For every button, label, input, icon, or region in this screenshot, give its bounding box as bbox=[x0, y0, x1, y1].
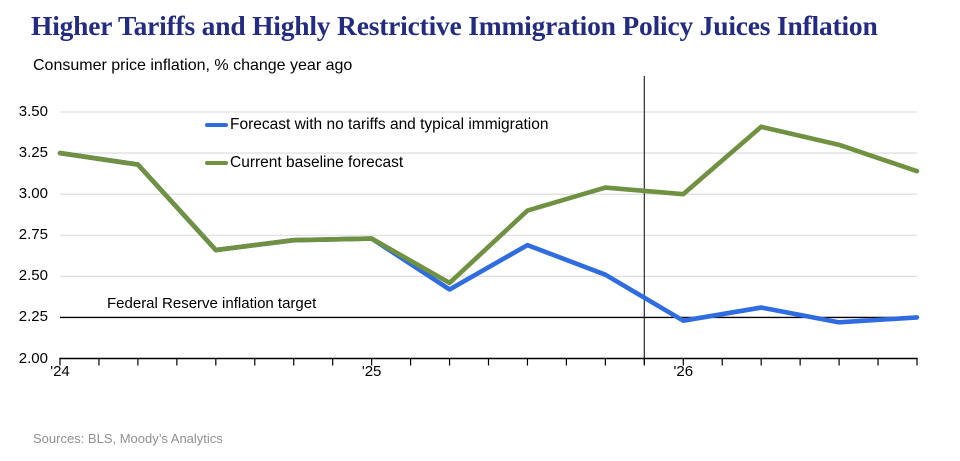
y-tick-label: 2.25 bbox=[18, 308, 48, 326]
chart-legend bbox=[205, 106, 548, 182]
x-tick-label: '25 bbox=[361, 363, 382, 380]
legend-item-baseline-forecast bbox=[205, 144, 548, 182]
y-tick-label: 3.25 bbox=[18, 144, 48, 162]
sources-note: Sources: BLS, Moody’s Analytics bbox=[33, 431, 223, 446]
x-tick-label: '24 bbox=[50, 363, 70, 380]
x-tick-label: '26 bbox=[673, 363, 694, 380]
y-tick-label: 2.75 bbox=[18, 226, 48, 244]
y-tick-label: 3.00 bbox=[18, 185, 48, 203]
chart-title: Higher Tariffs and Highly Restrictive Immigration Policy Juices Inflation bbox=[31, 10, 878, 41]
legend-label-baseline-forecast: Current baseline forecast bbox=[230, 154, 404, 171]
legend-item-no-tariffs-forecast bbox=[205, 106, 548, 144]
chart-subtitle: Consumer price inflation, % change year ago bbox=[33, 57, 353, 74]
fed-target-annotation-label: Federal Reserve inflation target bbox=[107, 295, 317, 312]
y-tick-label: 2.50 bbox=[18, 267, 48, 285]
legend-swatch-blue-line bbox=[205, 123, 228, 128]
legend-swatch-green-line bbox=[205, 161, 228, 166]
y-tick-label: 3.50 bbox=[18, 103, 48, 120]
legend-label-no-tariffs-forecast: Forecast with no tariffs and typical immigration bbox=[230, 116, 549, 133]
y-tick-label: 2.00 bbox=[18, 349, 48, 367]
